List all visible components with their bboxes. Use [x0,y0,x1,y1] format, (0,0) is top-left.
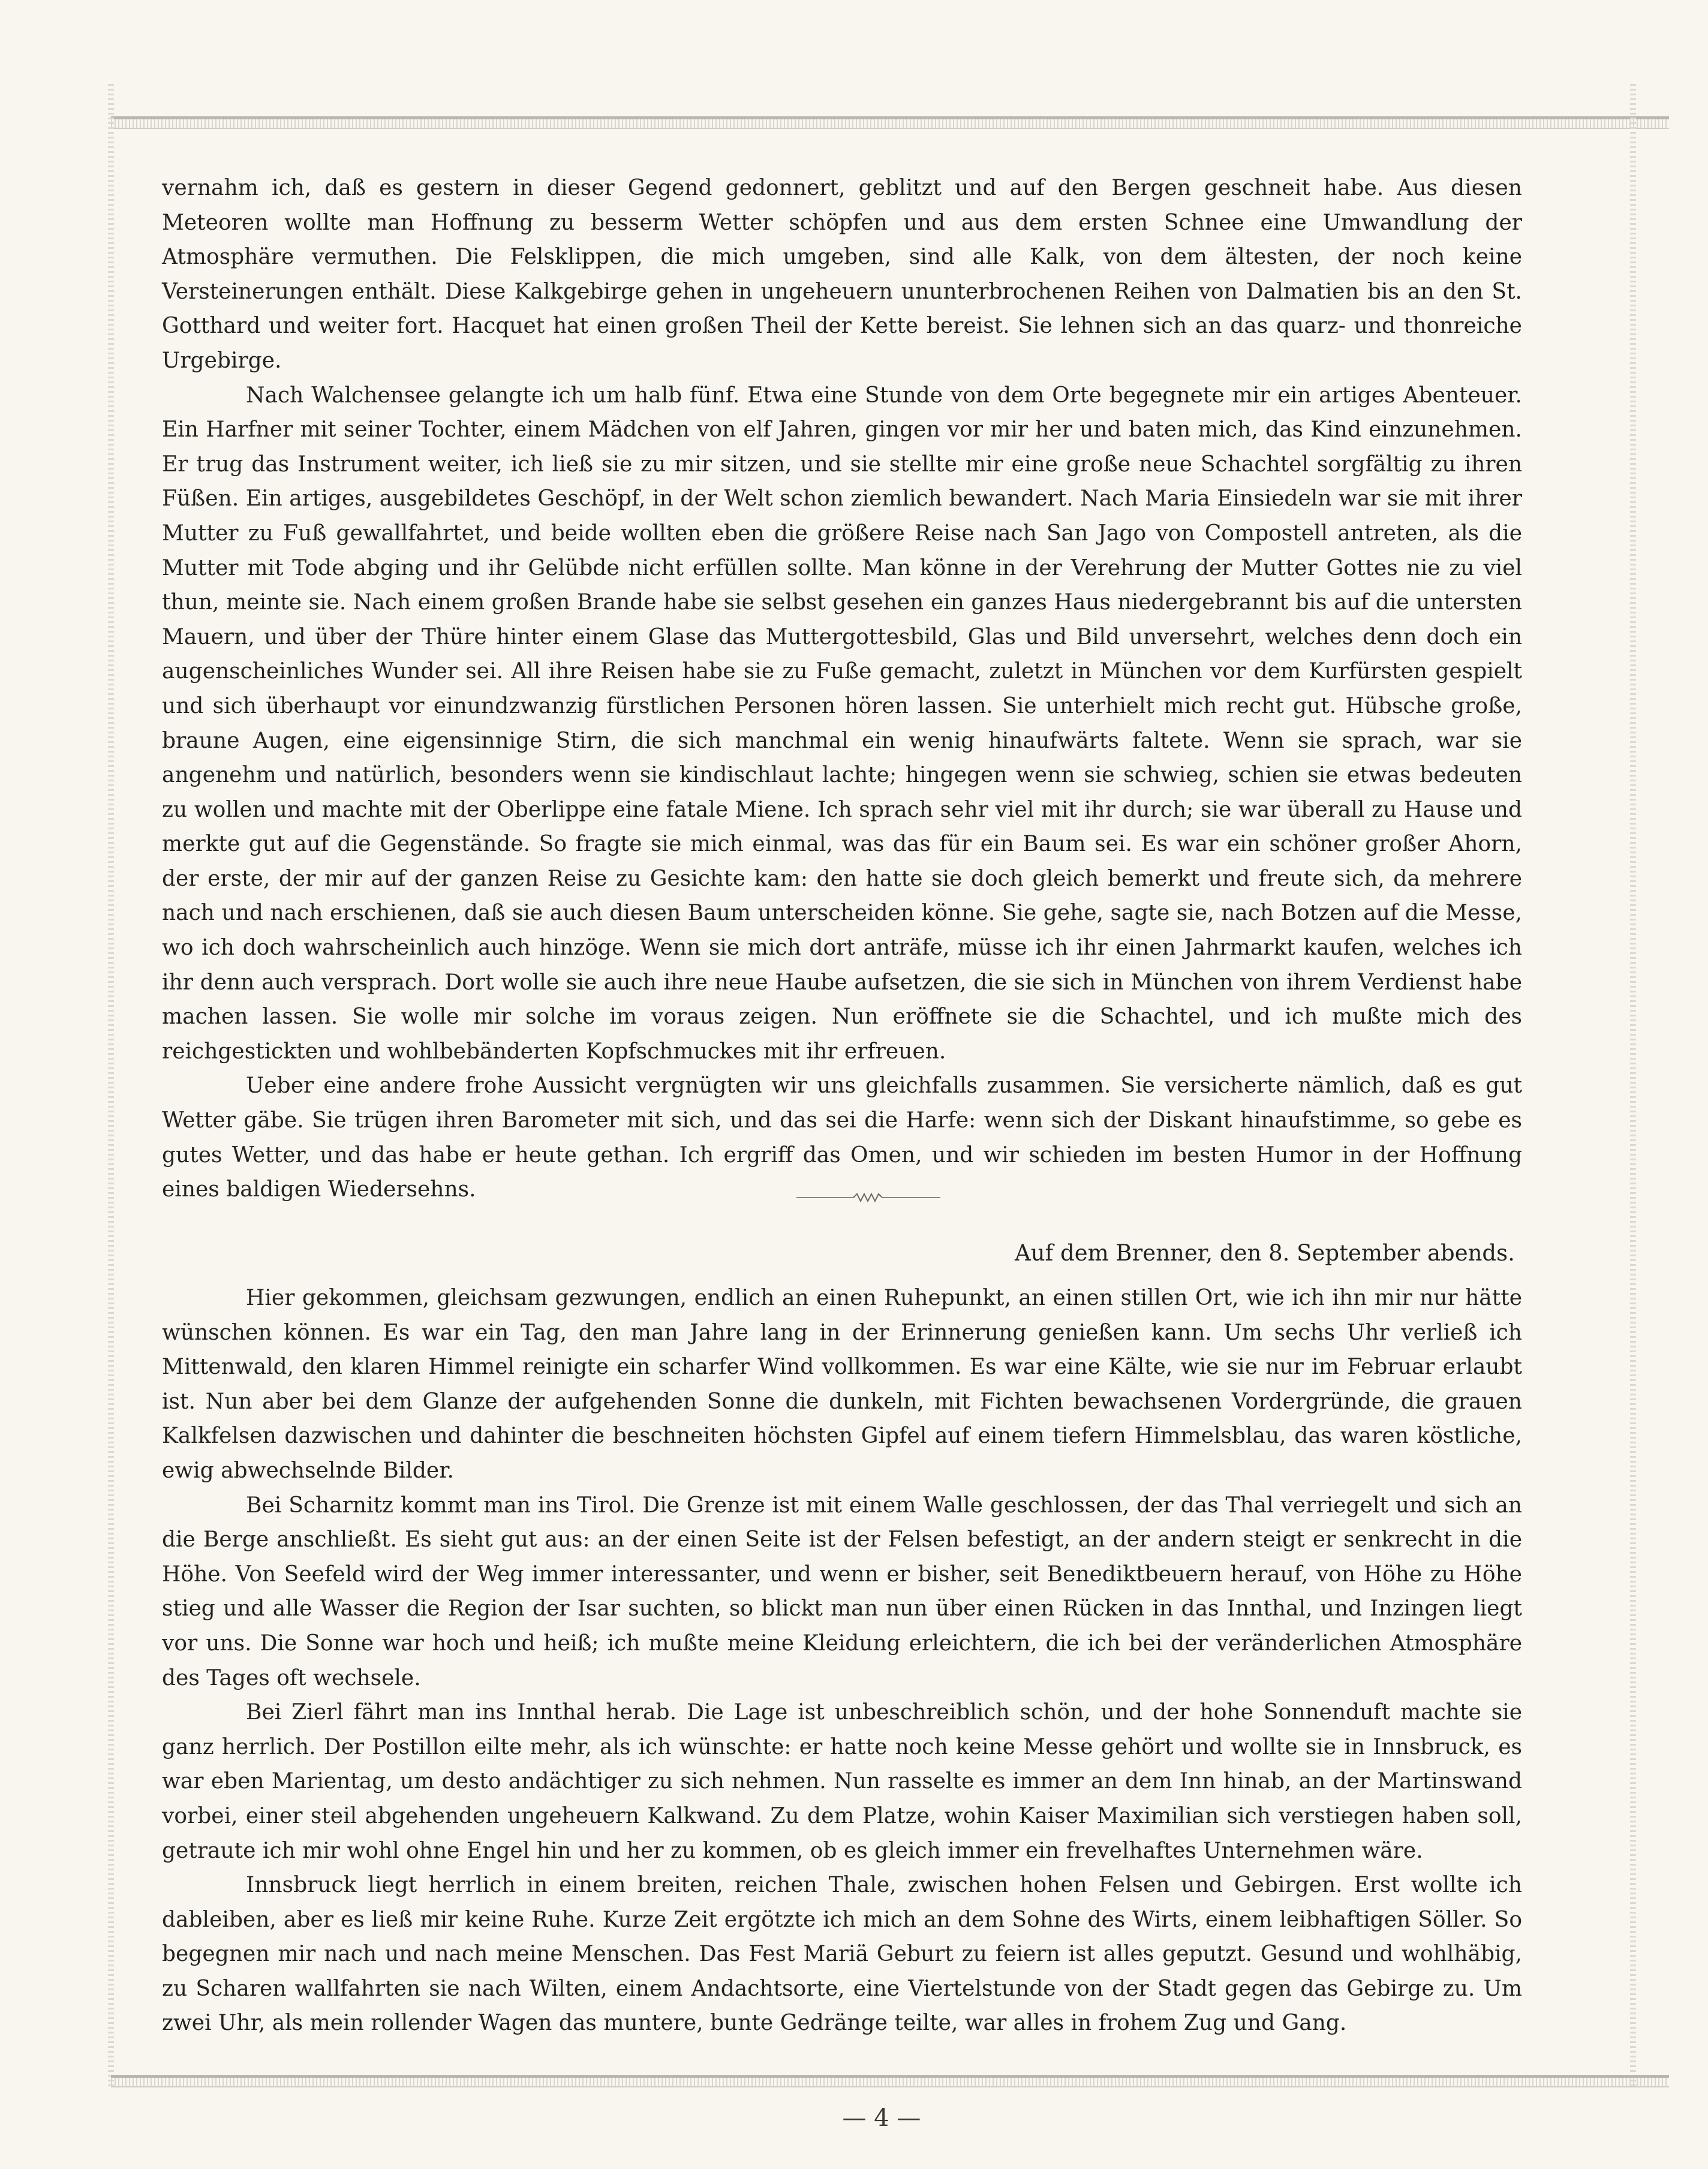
paragraph: Nach Walchensee gelangte ich um halb fünf. Etwa eine Stunde von dem Orte begegnete mir ein artiges Abenteuer. Ein Harfner mit seiner Tochter, einem Mädchen von elf Jahren, gingen vor mir her und baten mich, das Kind einzunehmen. Er trug das Instrument weiter, ich ließ sie zu mir sitzen, und sie stellte mir eine große neue Schachtel sorgfältig zu ihren Füßen. Ein artiges, ausgebildetes Geschöpf, in der Welt schon ziemlich bewandert. Nach Maria Einsiedeln war sie mit ihrer Mutter zu Fuß gewallfahrtet, und beide wollten eben die größere Reise nach San Jago von Compostell antreten, als die Mutter mit Tode abging und ihr Gelübde nicht erfüllen sollte. Man könne in der Verehrung der Mutter Gottes nie zu viel thun, meinte sie. Nach einem großen Brande habe sie selbst gesehen ein ganzes Haus niedergebrannt bis auf die untersten Mauern, und über der Thüre hinter einem Glase das Muttergottesbild, Glas und Bild unversehrt, welches denn doch ein augenscheinliches Wunder sei. All ihre Reisen habe sie zu Fuße gemacht, zuletzt in München vor dem Kurfürsten gespielt und sich überhaupt vor einundzwanzig fürstlichen Personen hören lassen. Sie unterhielt mich recht gut. Hübsche große, braune Augen, eine eigensinnige Stirn, die sich manchmal ein wenig hinaufwärts faltete. Wenn sie sprach, war sie angenehm und natürlich, besonders wenn sie kindischlaut lachte; hingegen wenn sie schwieg, schien sie etwas bedeuten zu wollen und machte mit der Oberlippe eine fatale Miene. Ich sprach sehr viel mit ihr durch; sie war überall zu Hause und merkte gut auf die Gegenstände. So fragte sie mich einmal, was das für ein Baum sei. Es war ein schöner großer Ahorn, der erste, der mir auf der ganzen Reise zu Gesichte kam: den hatte sie doch gleich bemerkt und freute sich, da mehrere nach und nach erschienen, daß sie auch diesen Baum unterscheiden könne. Sie gehe, sagte sie, nach Botzen auf die Messe, wo ich doch wahrscheinlich auch hinzöge. Wenn sie mich dort anträfe, müsse ich ihr einen Jahrmarkt kaufen, welches ich ihr denn auch versprach. Dort wolle sie auch ihre neue Haube aufsetzen, die sie sich in München von ihrem Verdienst habe machen lassen. Sie wolle mir solche im voraus zeigen. Nun eröffnete sie die Schachtel, und ich mußte mich des reichgestickten und wohlbebänderten Kopfschmuckes mit ihr erfreuen. [162,383,1522,1064]
section-2-text [162,1281,1522,2041]
top-border-rule [111,116,1669,129]
paragraph: Innsbruck liegt herrlich in einem breiten, reichen Thale, zwischen hohen Felsen und Gebirgen. Erst wollte ich dableiben, aber es ließ mir keine Ruhe. Kurze Zeit ergötzte ich mich an dem Sohne des Wirts, einem leibhaftigen Söller. So begegnen mir nach und nach meine Menschen. Das Fest Mariä Geburt zu feiern ist alles geputzt. Gesund und wohlhäbig, zu Scharen wallfahrten sie nach Wilten, einem Andachtsorte, eine Viertelstunde von der Stadt gegen das Gebirge zu. Um zwei Uhr, als mein rollender Wagen das muntere, bunte Gedränge teilte, war alles in frohem Zug und Gang. [162,1873,1522,2036]
paragraph: Ueber eine andere frohe Aussicht vergnügten wir uns gleichfalls zusammen. Sie versicherte nämlich, daß es gut Wetter gäbe. Sie trügen ihren Barometer mit sich, und das sei die Harfe: wenn sich der Diskant hinaufstimme, so gebe es gutes Wetter, und das habe er heute gethan. Ich ergriff das Omen, und wir schieden im besten Humor in der Hoffnung eines baldigen Wiedersehns. [162,1073,1522,1202]
section-divider-ornament [796,1190,940,1205]
paragraph: Bei Scharnitz kommt man ins Tirol. Die Grenze ist mit einem Walle geschlossen, der das Thal verriegelt und sich an die Berge anschließt. Es sieht gut aus: an der einen Seite ist der Felsen befestigt, an der andern steigt er senkrecht in die Höhe. Von Seefeld wird der Weg immer interessanter, und wenn er bisher, seit Benediktbeuern herauf, von Höhe zu Höhe stieg und alle Wasser die Region der Isar suchten, so blickt man nun über einen Rücken in das Innthal, und Inzingen liegt vor uns. Die Sonne war hoch und heiß; ich mußte meine Kleidung erleichtern, die ich bei der veränderlichen Atmosphäre des Tages oft wechsele. [162,1493,1522,1690]
dateline-heading: Auf dem Brenner, den 8. September abends. [1015,1240,1515,1266]
paragraph: vernahm ich, daß es gestern in dieser Gegend gedonnert, geblitzt und auf den Bergen geschneit habe. Aus diesen Meteoren wollte man Hoffnung zu besserm Wetter schöpfen und aus dem ersten Schnee eine Umwandlung der Atmosphäre vermuthen. Die Felsklippen, die mich umgeben, sind alle Kalk, von dem ältesten, der noch keine Versteinerungen enthält. Diese Kalkgebirge gehen in ungeheuern ununterbrochenen Reihen von Dalmatien bis an den St. Gotthard und weiter fort. Hacquet hat einen großen Theil der Kette bereist. Sie lehnen sich an das quarz- und thonreiche Urgebirge. [162,176,1522,373]
section-1-text [162,171,1522,1207]
left-border-rule [108,84,114,2087]
paragraph: Hier gekommen, gleichsam gezwungen, endlich an einen Ruhepunkt, an einen stillen Ort, wie ich ihn mir nur hätte wünschen können. Es war ein Tag, den man Jahre lang in der Erinnerung genießen kann. Um sechs Uhr verließ ich Mittenwald, den klaren Himmel reinigte ein scharfer Wind vollkommen. Es war eine Kälte, wie sie nur im Februar erlaubt ist. Nun aber bei dem Glanze der aufgehenden Sonne die dunkeln, mit Fichten bewachsenen Vordergründe, die grauen Kalkfelsen dazwischen und dahinter die beschneiten höchsten Gipfel auf einem tiefern Himmelsblau, das waren köstliche, ewig abwechselnde Bilder. [162,1286,1522,1483]
bottom-border-rule [111,2075,1669,2087]
right-border-rule [1630,84,1636,2087]
paragraph: Bei Zierl fährt man ins Innthal herab. Die Lage ist unbeschreiblich schön, und der hohe Sonnenduft machte sie ganz herrlich. Der Postillon eilte mehr, als ich wünschte: er hatte noch keine Messe gehört und wollte sie in Innsbruck, es war eben Marientag, um desto andächtiger zu sich nehmen. Nun rasselte es immer an dem Inn hinab, an der Martinswand vorbei, einer steil abgehenden ungeheuern Kalkwand. Zu dem Platze, wohin Kaiser Maximilian sich verstiegen haben soll, getraute ich mir wohl ohne Engel hin und her zu kommen, ob es gleich immer ein frevelhaftes Unternehmen wäre. [162,1700,1522,1863]
page-number: — 4 — [842,2104,921,2132]
